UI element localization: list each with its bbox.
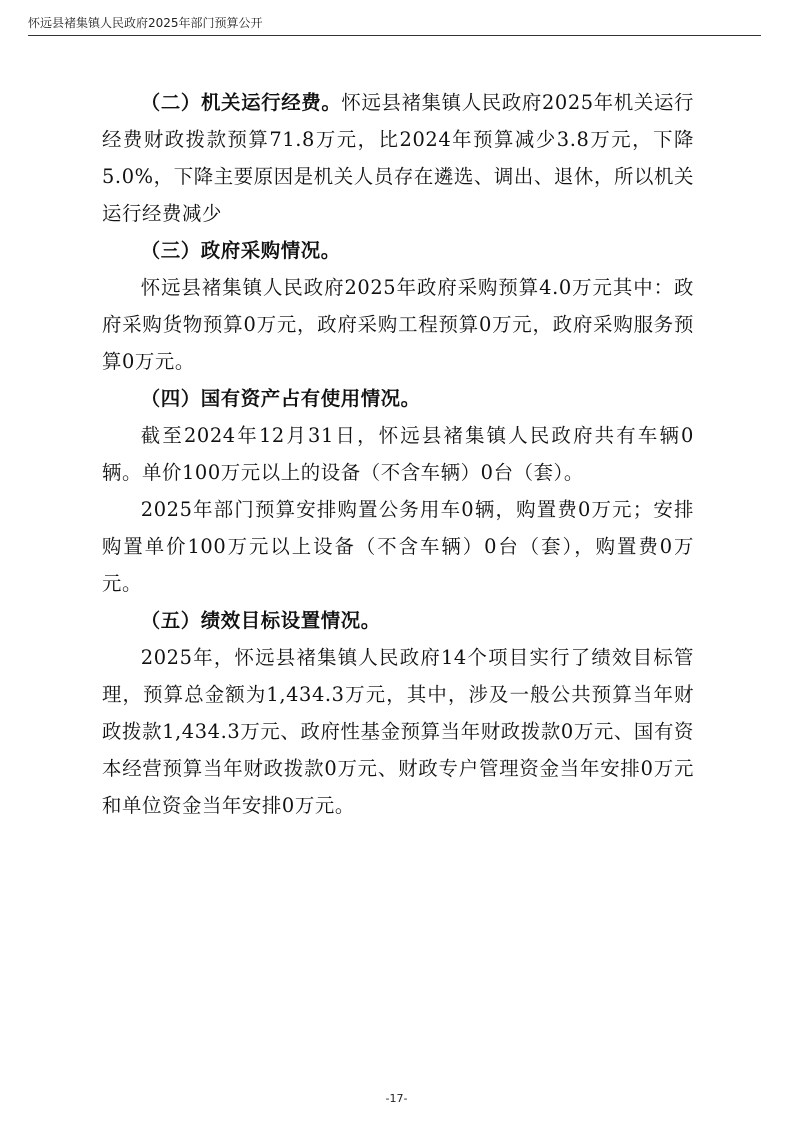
section-3-heading: （三）政府采购情况。 <box>140 239 341 262</box>
document-body <box>102 84 694 824</box>
section-4-text-purchases: 2025年部门预算安排购置公务用车0辆，购置费0万元；安排购置单价100万元以上设备（不含车辆）0台（套），购置费0万元。 <box>102 498 694 595</box>
section-3-text: 怀远县褚集镇人民政府2025年政府采购预算4.0万元其中：政府采购货物预算0万元，政府采购工程预算0万元，政府采购服务预算0万元。 <box>102 276 694 373</box>
section-5-heading: （五）绩效目标设置情况。 <box>140 609 381 632</box>
section-2-paragraph <box>102 84 694 232</box>
section-5-text: 2025年，怀远县褚集镇人民政府14个项目实行了绩效目标管理，预算总金额为1,434.3万元，其中，涉及一般公共预算当年财政拨款1,434.3万元、政府性基金预算当年财政拨款0万元、国有资本经营预算当年财政拨款0万元、财政专户管理资金当年安排0万元和单位资金当年安排0万元。 <box>102 646 694 817</box>
page-number: -17- <box>385 1092 408 1105</box>
section-2-heading: （二）机关运行经费。 <box>140 91 342 114</box>
section-4-heading: （四）国有资产占有使用情况。 <box>140 387 421 410</box>
section-4-text-vehicles: 截至2024年12月31日，怀远县褚集镇人民政府共有车辆0辆。单价100万元以上的设备（不含车辆）0台（套）。 <box>102 424 694 484</box>
section-2-text: 怀远县褚集镇人民政府2025年机关运行经费财政拨款预算71.8万元，比2024年预算减少3.8万元，下降5.0%，下降主要原因是机关人员存在遴选、调出、退休，所以机关运行经费减少 <box>102 91 695 225</box>
running-header: 怀远县褚集镇人民政府2025年部门预算公开 <box>28 14 761 36</box>
